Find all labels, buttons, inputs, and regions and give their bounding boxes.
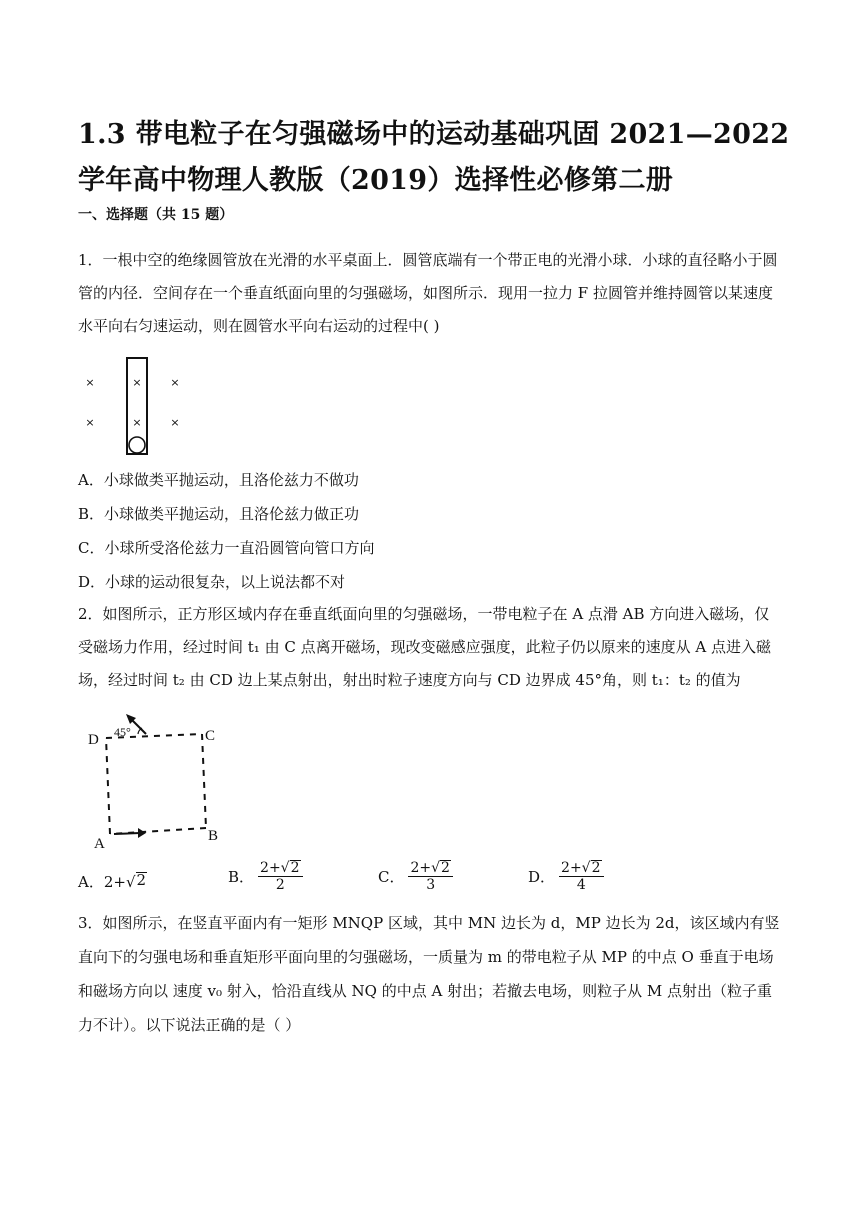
svg-text:×: × [132,376,142,389]
radicand: 2 [136,871,147,889]
question-2-text: 2．如图所示，正方形区域内存在垂直纸面向里的匀强磁场，一带电粒子在 A 点滑 AB 方向进入磁场，仅受磁场力作用，经过时间 t₁ 由 C 点离开磁场，现改变磁感应强度，此粒子仍以原来的速度从 A 点进入磁场，经过时间 t₂ 由 CD 边上某点射出，射出时粒子速度方向与 CD 边界成 45°角，则 t₁：t₂ 的值为 [78,605,771,689]
q2-choice-c [378,860,453,893]
page-title: 1.3 带电粒子在匀强磁场中的运动基础巩固 2021—2022 学年高中物理人教版（2019）选择性必修第二册 [78,119,790,196]
q1-option-b: B．小球做类平抛运动，且洛伦兹力做正功 [78,505,360,523]
numerator: 2+√ 2 [408,860,452,877]
denominator: 4 [576,877,586,893]
svg-text:×: × [170,416,180,429]
svg-text:×: × [85,376,95,389]
numerator: 2+√ 2 [258,860,302,877]
question-1-figure [80,356,190,460]
question-3-text: 3．如图所示，在竖直平面内有一矩形 MNQP 区域，其中 MN 边长为 d，MP 边长为 2d，该区域内有竖直向下的匀强电场和垂直矩形平面向里的匀强磁场，一质量为 m 的带电粒子从 MP 的中点 O 垂直于电场和磁场方向以 速度 v₀ 射入，恰沿直线从 NQ 的中点 A 射出；若撤去电场，则粒子从 M 点射出（粒子重力不计）。以下说法正确的是（ ） [78,914,780,1034]
svg-text:×: × [132,416,142,429]
q2-choice-d [528,860,604,893]
angle-label: 45° [114,725,131,739]
denominator: 2 [275,877,285,893]
magnetic-field-cross-icon [85,376,179,429]
point-d-label: D [88,732,99,748]
choice-letter: B． [228,867,255,886]
insulated-tube [127,358,147,454]
choice-letter: C． [378,867,405,886]
q2-choice-a [78,872,147,892]
svg-text:×: × [85,416,95,429]
point-a-label: A [94,836,105,852]
denominator: 3 [426,877,436,893]
q2-choice-b [228,860,303,893]
velocity-arrow-icon [114,828,146,838]
fraction [258,860,302,893]
point-b-label: B [208,828,219,844]
fraction [408,860,452,893]
q1-option-d: D．小球的运动很复杂，以上说法都不对 [78,573,346,591]
q1-option-a: A．小球做类平抛运动，且洛伦兹力不做功 [78,471,359,489]
choice-expression: 2+ [103,873,126,891]
q1-option-c: C．小球所受洛伦兹力一直沿圆管向管口方向 [78,539,375,557]
sqrt-symbol: √ 2 [125,871,147,891]
choice-letter: A． [78,873,104,891]
fraction [559,860,603,893]
numerator: 2+√ 2 [559,860,603,877]
section-heading: 一、选择题（共 15 题） [78,207,234,223]
point-c-label: C [205,728,216,744]
question-2-figure [82,712,232,854]
choice-letter: D． [528,867,556,886]
svg-text:×: × [170,376,180,389]
magnetic-region-square [106,734,206,834]
charged-ball [129,437,145,453]
question-1-text: 1．一根中空的绝缘圆管放在光滑的水平桌面上．圆管底端有一个带正电的光滑小球．小球的直径略小于圆管的内径．空间存在一个垂直纸面向里的匀强磁场，如图所示．现用一拉力 F 拉圆管并维持圆管以某速度水平向右匀速运动，则在圆管水平向右运动的过程中( ) [78,251,778,335]
